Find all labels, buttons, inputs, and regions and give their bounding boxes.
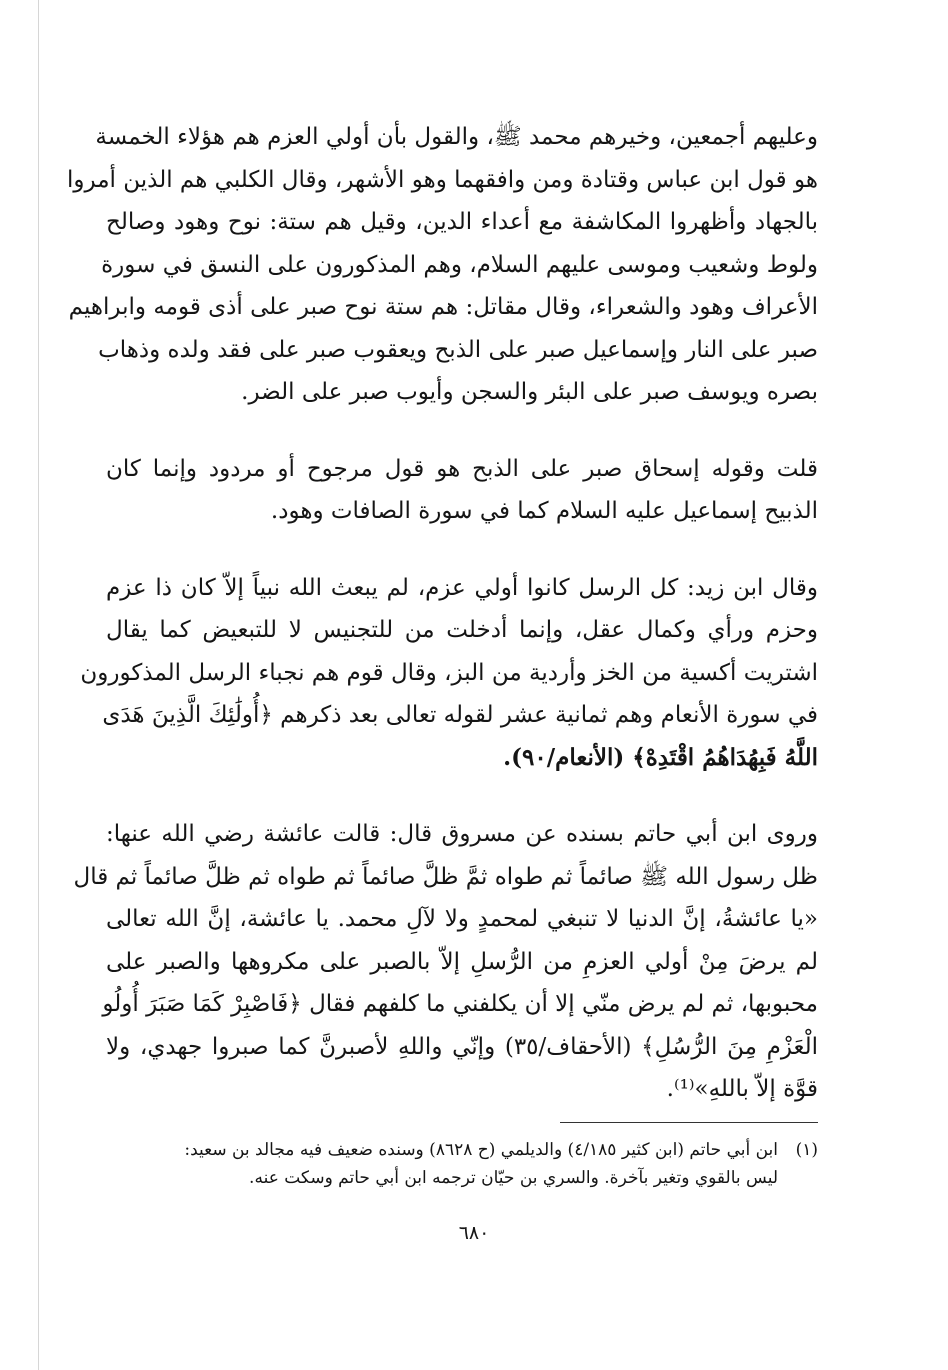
text-line: لم يرضَ مِنْ أولي العزمِ من الرُّسلِ إلاّ بالصبر على مكروهها والصبر على	[106, 948, 818, 975]
paragraph-author-note	[106, 448, 818, 533]
quran-verse-line: اللَّهُ فَبِهُدَاهُمُ اقْتَدِهْ﴾ (الأنعام/٩٠).	[503, 743, 818, 771]
footnote-text-line: ليس بالقوي وتغير بآخرة. والسري بن حيّان ترجمه ابن أبي حاتم وسكت عنه.	[249, 1168, 778, 1188]
text-line: وروى ابن أبي حاتم بسنده عن مسروق قال: قالت عائشة رضي الله عنها:	[106, 821, 818, 847]
text-line: وعليهم أجمعين، وخيرهم محمد ﷺ، والقول بأن أولي العزم هم هؤلاء الخمسة	[95, 124, 818, 150]
footnote-1-continuation	[106, 1164, 818, 1192]
text-line: في سورة الأنعام وهم ثمانية عشر لقوله تعالى بعد ذكرهم ﴿أُولَٰئِكَ الَّذِينَ هَدَى	[102, 702, 818, 728]
paragraph-ulul-azm-list	[67, 116, 818, 414]
text-line: الذبيح إسماعيل عليه السلام كما في سورة الصافات وهود.	[270, 498, 818, 524]
text-line: هو قول ابن عباس وقتادة ومن وافقهما وهو الأشهر، وقال الكلبي هم الذين أمروا	[67, 166, 818, 193]
text-line: محبوبها، ثم لم يرض منّي إلا أن يكلفني ما كلفهم فقال ﴿فَاصْبِرْ كَمَا صَبَرَ أُولُو	[102, 991, 818, 1017]
footnotes	[106, 1136, 818, 1192]
text-line: «يا عائشةُ، إنَّ الدنيا لا تنبغي لمحمدٍ ولا لآلِ محمد. يا عائشة، إنَّ الله تعالى	[106, 906, 818, 932]
body-text	[67, 116, 819, 1111]
text-line: قوَّة إلاّ باللهِ»⁽¹⁾.	[666, 1076, 818, 1102]
text-line: قلت وقوله إسحاق صبر على الذبح هو قول مرجوح أو مردود وإنما كان	[106, 455, 818, 482]
paragraph-ibn-zayd	[80, 567, 818, 780]
text-line: الْعَزْمِ مِنَ الرُّسُلِ﴾ (الأحقاف/٣٥) وإنّي واللهِ لأصبرنَّ كما صبروا جهدي، ولا	[106, 1033, 819, 1060]
text-line: ظل رسول الله ﷺ صائماً ثم طواه ثمَّ ظلَّ صائماً ثم طواه ثم ظلَّ صائماً ثم قال	[73, 863, 818, 890]
scan-edge-line	[38, 0, 39, 1370]
footnote-1	[106, 1136, 818, 1164]
paragraph-aisha-hadith	[73, 813, 819, 1111]
page-number: ٦٨٠	[458, 1222, 490, 1244]
text-line: ولوط وشعيب وموسى عليهم السلام، وهم المذكورون على النسق في سورة	[101, 251, 818, 278]
text-line: وحزم ورأي وكمال عقل، وإنما أدخلت من للتجنيس لا للتبعيض كما يقال	[106, 617, 818, 643]
text-line: بصره ويوسف صبر على البئر والسجن وأيوب صبر على الضر.	[241, 379, 818, 405]
footnote-separator	[560, 1122, 818, 1123]
text-line: صبر على النار وإسماعيل صبر على الذبح ويعقوب صبر على فقد ولده وذهاب	[98, 336, 818, 363]
text-line: بالجهاد وأظهروا المكاشفة مع أعداء الدين، وقيل هم ستة: نوح وهود وصالح	[106, 209, 818, 235]
text-line: وقال ابن زيد: كل الرسل كانوا أولي عزم، لم يبعث الله نبياً إلاّ كان ذا عزم	[106, 574, 818, 601]
text-line: اشتريت أكسية من الخز وأردية من البز، وقال قوم هم نجباء الرسل المذكورون	[80, 659, 818, 686]
text-line: الأعراف وهود والشعراء، وقال مقاتل: هم ستة نوح صبر على أذى قومه وابراهيم	[68, 294, 818, 320]
footnote-text-line: ابن أبي حاتم (ابن كثير ٤/١٨٥) والديلمي (ح ٨٦٢٨) وسنده ضعيف فيه مجالد بن سعيد:	[184, 1140, 778, 1160]
footnote-number: (١)	[795, 1140, 818, 1160]
